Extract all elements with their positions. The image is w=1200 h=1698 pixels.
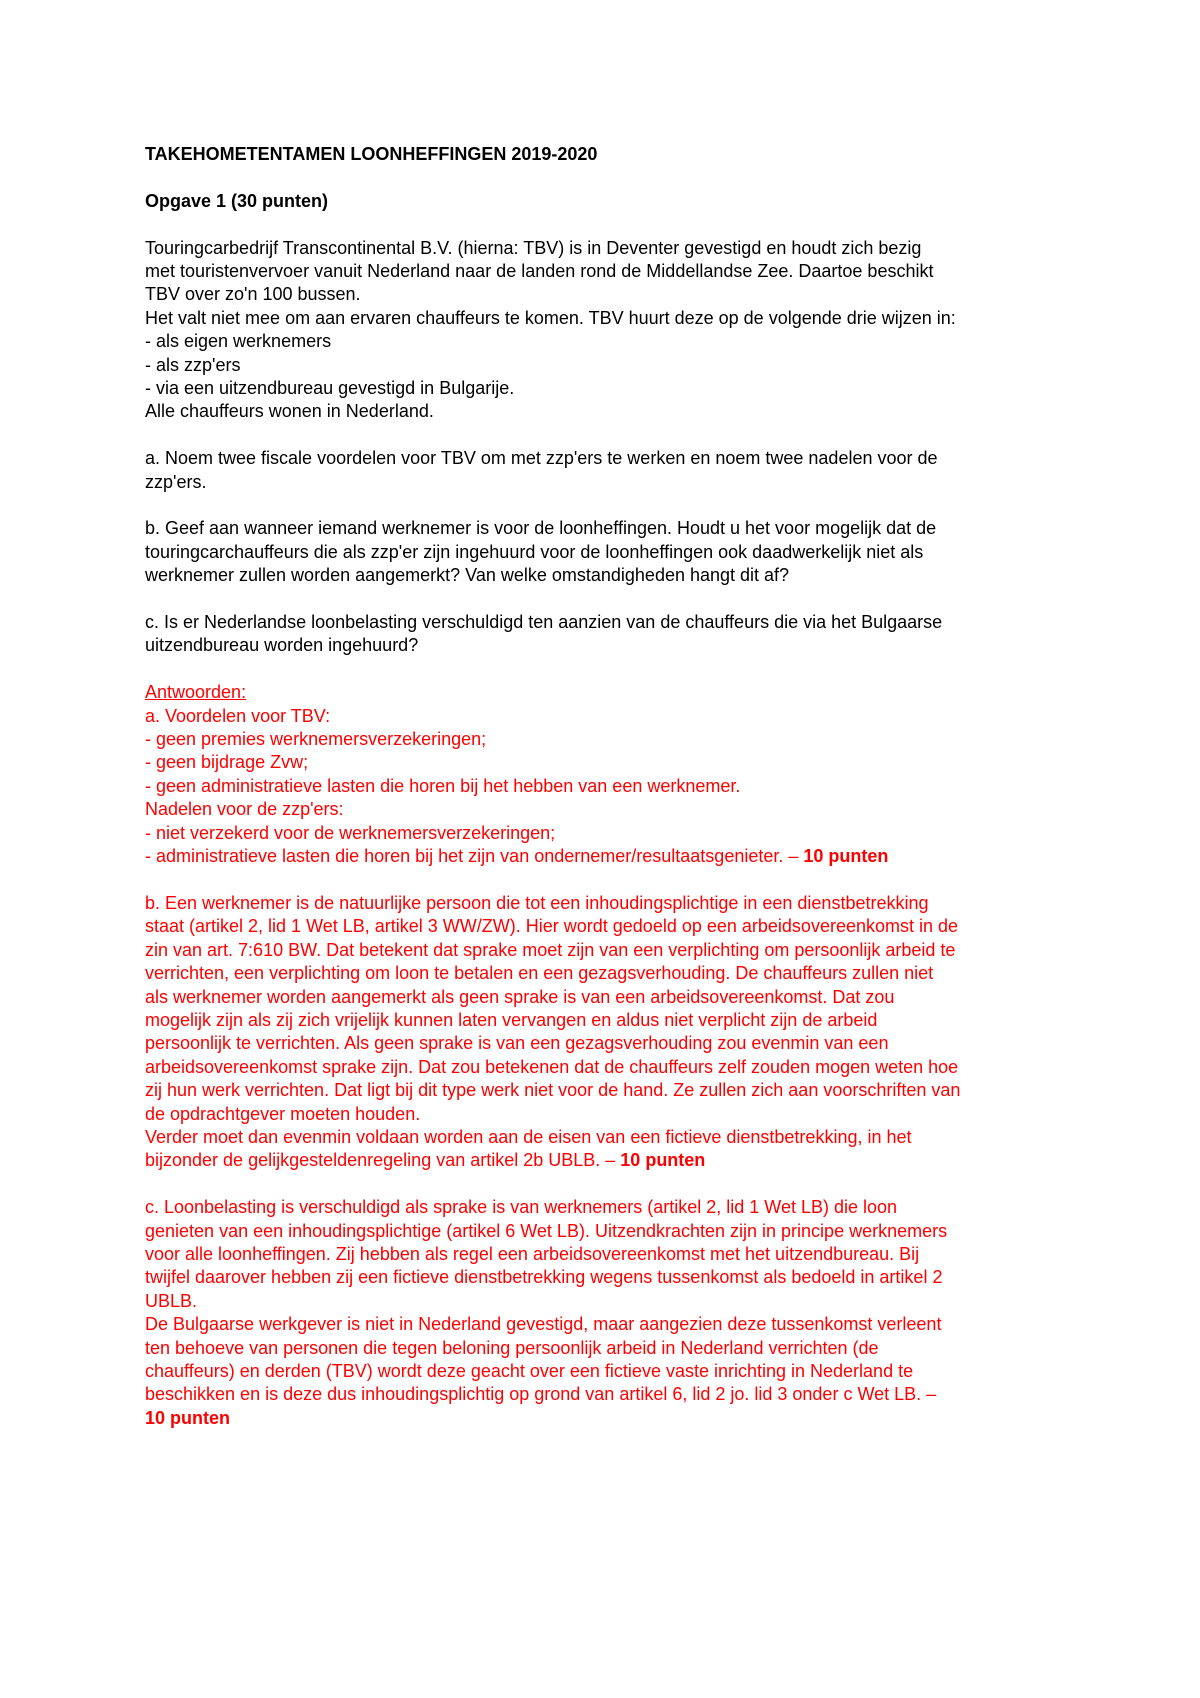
intro-list-item: - via een uitzendbureau gevestigd in Bulgarije. xyxy=(145,378,515,399)
question-line: werknemer zullen worden aangemerkt? Van welke omstandigheden hangt dit af? xyxy=(145,565,790,586)
answer-line: arbeidsovereenkomst sprake zijn. Dat zou betekenen dat de chauffeurs zelf zouden mogen weten hoe xyxy=(145,1056,959,1077)
intro-list-item: - als eigen werknemers xyxy=(145,331,332,352)
answer-line: voor alle loonheffingen. Zij hebben als regel een arbeidsovereenkomst met het uitzendbureau. Bij xyxy=(145,1243,920,1264)
intro-list-item: - als zzp'ers xyxy=(145,354,241,375)
answers-heading: Antwoorden: xyxy=(145,682,247,703)
answer-line: genieten van een inhoudingsplichtige (artikel 6 Wet LB). Uitzendkrachten zijn in principe werknemers xyxy=(145,1220,948,1241)
question-line: touringcarchauffeurs die als zzp'er zijn ingehuurd voor de loonheffingen ook daadwerkelijk niet als xyxy=(145,541,924,562)
answer-line: chauffeurs) en derden (TBV) wordt deze geacht over een fictieve vaste inrichting in Nederland te xyxy=(145,1361,914,1381)
answer-text: - administratieve lasten die horen bij het zijn van ondernemer/resultaatsgenieter. – xyxy=(145,846,804,867)
answer-line: Verder moet dan evenmin voldaan worden aan de eisen van een fictieve dienstbetrekking, in het xyxy=(145,1126,912,1147)
answer-line xyxy=(145,1149,1080,1172)
answer-line xyxy=(145,845,1080,868)
answer-line: zij hun werk verrichten. Dat ligt bij dit type werk niet voor de hand. Ze zullen zich aan voorschriften van xyxy=(145,1080,961,1101)
answer-line: staat (artikel 2, lid 1 Wet LB, artikel 3 WW/ZW). Hier wordt gedoeld op een arbeidsovereenkomst in de xyxy=(145,916,959,937)
answer-line: - niet verzekerd voor de werknemersverzekeringen; xyxy=(145,822,556,843)
answer-b xyxy=(145,892,1080,1173)
answer-c xyxy=(145,1196,1080,1430)
answer-line: beschikken en is deze dus inhoudingsplichtig op grond van artikel 6, lid 2 jo. lid 3 onder c Wet LB. – xyxy=(145,1384,937,1405)
answer-line: verrichten, een verplichting om loon te betalen en een gezagsverhouding. De chauffeurs zullen niet xyxy=(145,963,934,984)
intro-paragraph xyxy=(145,237,1080,424)
answer-line: b. Een werknemer is de natuurlijke persoon die tot een inhoudingsplichtige in een dienstbetrekking xyxy=(145,892,929,913)
answer-line: persoonlijk te verrichten. Als geen sprake is van een gezagsverhouding zou evenmin van een xyxy=(145,1033,889,1054)
answer-text: bijzonder de gelijkgesteldenregeling van artikel 2b UBLB. – xyxy=(145,1150,621,1171)
answer-line: zin van art. 7:610 BW. Dat betekent dat sprake moet zijn van een verplichting om persoonlijk arbeid te xyxy=(145,939,956,960)
answer-line: a. Voordelen voor TBV: xyxy=(145,705,331,726)
answer-line: Nadelen voor de zzp'ers: xyxy=(145,799,344,820)
question-line: zzp'ers. xyxy=(145,471,207,492)
question-line: uitzendbureau worden ingehuurd? xyxy=(145,635,419,656)
exercise-heading: Opgave 1 (30 punten) xyxy=(145,190,329,211)
intro-line: Touringcarbedrijf Transcontinental B.V. (hierna: TBV) is in Deventer gevestigd en houdt zich bezig xyxy=(145,237,922,258)
answer-line: De Bulgaarse werkgever is niet in Nederland gevestigd, maar aangezien deze tussenkomst verleent xyxy=(145,1314,942,1335)
points-label: 10 punten xyxy=(803,846,889,867)
intro-line: met touristenvervoer vanuit Nederland naar de landen rond de Middellandse Zee. Daartoe beschikt xyxy=(145,261,934,281)
question-b xyxy=(145,517,1080,587)
question-line: b. Geef aan wanneer iemand werknemer is voor de loonheffingen. Houdt u het voor mogelijk dat de xyxy=(145,518,937,539)
answer-line: c. Loonbelasting is verschuldigd als sprake is van werknemers (artikel 2, lid 1 Wet LB) die loon xyxy=(145,1197,898,1218)
answer-line: twijfel daarover hebben zij een fictieve dienstbetrekking wegens tussenkomst als bedoeld in artikel 2 xyxy=(145,1267,943,1288)
answer-line: - geen administratieve lasten die horen bij het hebben van een werknemer. xyxy=(145,775,741,796)
intro-line: Alle chauffeurs wonen in Nederland. xyxy=(145,401,434,422)
points-label: 10 punten xyxy=(620,1150,706,1171)
answer-a xyxy=(145,681,1080,868)
answer-line: als werknemer worden aangemerkt als geen sprake is van een arbeidsovereenkomst. Dat zou xyxy=(145,986,895,1007)
document-title: TAKEHOMETENTAMEN LOONHEFFINGEN 2019-2020 xyxy=(145,144,598,164)
question-a xyxy=(145,447,1080,494)
answer-line: mogelijk zijn als zij zich vrijelijk kunnen laten vervangen en aldus niet verplicht zijn de arbeid xyxy=(145,1009,878,1030)
intro-line: TBV over zo'n 100 bussen. xyxy=(145,284,361,305)
question-c xyxy=(145,611,1080,658)
answer-line: - geen premies werknemersverzekeringen; xyxy=(145,729,487,750)
answer-line: ten behoeve van personen die tegen beloning persoonlijk arbeid in Nederland verrichten (de xyxy=(145,1337,879,1358)
answer-line: de opdrachtgever moeten houden. xyxy=(145,1103,421,1124)
question-line: c. Is er Nederlandse loonbelasting verschuldigd ten aanzien van de chauffeurs die via het Bulgaarse xyxy=(145,612,943,633)
answer-line: UBLB. xyxy=(145,1290,198,1311)
answer-line: - geen bijdrage Zvw; xyxy=(145,752,309,773)
question-line: a. Noem twee fiscale voordelen voor TBV om met zzp'ers te werken en noem twee nadelen voor de xyxy=(145,448,938,469)
points-label: 10 punten xyxy=(145,1407,231,1428)
intro-line: Het valt niet mee om aan ervaren chauffeurs te komen. TBV huurt deze op de volgende drie wijzen in: xyxy=(145,307,956,328)
